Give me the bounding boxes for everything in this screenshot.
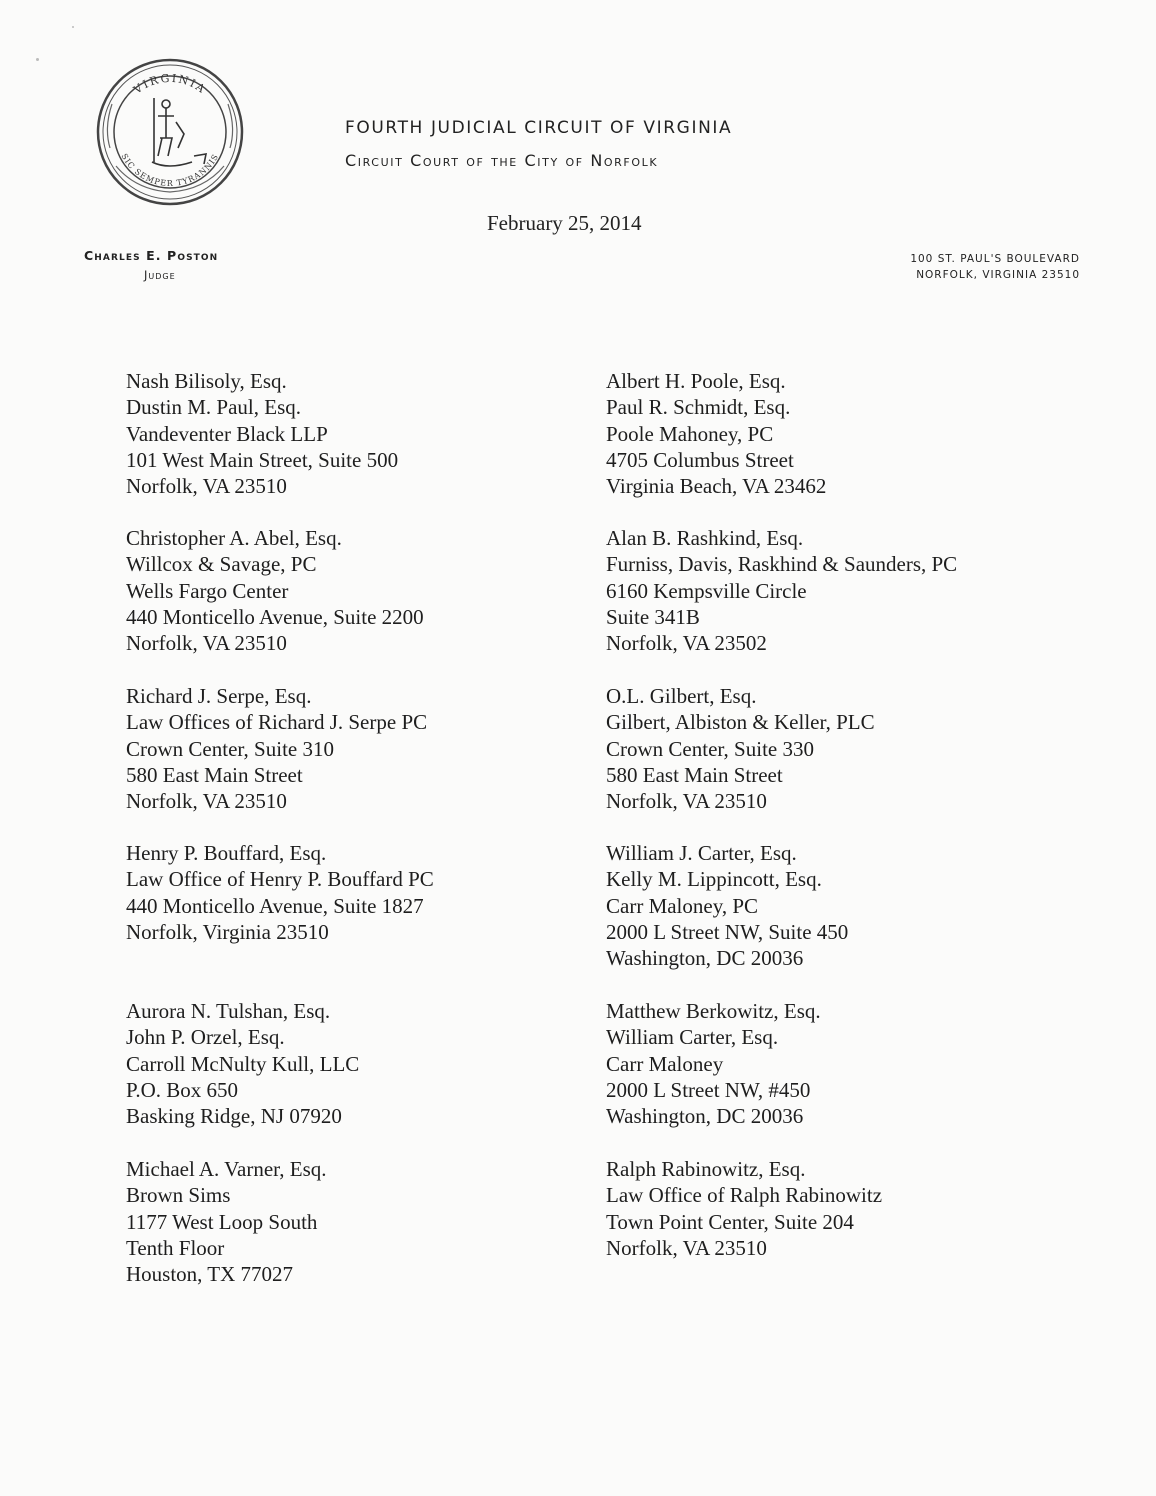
recipient-address-line: Michael A. Varner, Esq. xyxy=(126,1157,327,1181)
recipient-address-line: 6160 Kempsville Circle xyxy=(606,578,807,603)
recipient-address-line: Washington, DC 20036 xyxy=(606,946,804,971)
recipient-address-line: Norfolk, Virginia 23510 xyxy=(126,919,329,944)
court-title: FOURTH JUDICIAL CIRCUIT OF VIRGINIA xyxy=(345,118,733,138)
recipient-address-line: Aurora N. Tulshan, Esq. xyxy=(126,999,331,1023)
recipient-address-block xyxy=(606,840,848,971)
recipient-address-line: Henry P. Bouffard, Esq. xyxy=(126,841,327,865)
recipient-address-line: Gilbert, Albiston & Keller, PLC xyxy=(606,710,875,735)
recipient-address-line: Basking Ridge, NJ 07920 xyxy=(126,1104,342,1129)
recipient-address-line: Virginia Beach, VA 23462 xyxy=(606,474,827,499)
recipient-address-block xyxy=(126,368,398,499)
recipient-address-line: P.O. Box 650 xyxy=(126,1077,239,1102)
recipient-address-block xyxy=(606,1156,882,1261)
recipient-address-line: Wells Fargo Center xyxy=(126,578,289,603)
court-subtitle: Circuit Court of the City of Norfolk xyxy=(345,151,659,170)
recipient-address-line: 2000 L Street NW, Suite 450 xyxy=(606,919,849,944)
recipient-address-block xyxy=(606,525,957,656)
recipient-address-line: 440 Monticello Avenue, Suite 2200 xyxy=(126,604,424,629)
recipient-address-line: Town Point Center, Suite 204 xyxy=(606,1209,854,1234)
recipient-address-block xyxy=(606,998,821,1129)
recipient-address-line: O.L. Gilbert, Esq. xyxy=(606,684,757,708)
court-address-line: 100 ST. PAUL'S BOULEVARD xyxy=(910,253,1080,265)
recipient-address-line: Law Offices of Richard J. Serpe PC xyxy=(126,710,428,735)
recipient-address-line: Law Office of Ralph Rabinowitz xyxy=(606,1183,883,1208)
recipient-address-line: William J. Carter, Esq. xyxy=(606,841,797,865)
recipient-address-line: John P. Orzel, Esq. xyxy=(126,1025,285,1050)
recipient-address-block xyxy=(126,525,424,656)
recipient-address-line: Kelly M. Lippincott, Esq. xyxy=(606,867,822,892)
recipient-address-line: 580 East Main Street xyxy=(126,762,303,787)
recipient-address-block xyxy=(126,683,427,814)
letter-date: February 25, 2014 xyxy=(487,211,642,235)
recipient-address-line: Vandeventer Black LLP xyxy=(126,421,328,446)
recipient-address-line: 2000 L Street NW, #450 xyxy=(606,1077,811,1102)
recipient-address-line: Crown Center, Suite 310 xyxy=(126,736,334,761)
recipient-address-line: Dustin M. Paul, Esq. xyxy=(126,395,302,420)
recipient-address-line: 440 Monticello Avenue, Suite 1827 xyxy=(126,893,424,918)
recipient-address-block xyxy=(126,998,359,1129)
recipient-address-line: 101 West Main Street, Suite 500 xyxy=(126,447,399,472)
recipient-address-line: Poole Mahoney, PC xyxy=(606,421,774,446)
judge-title: Judge xyxy=(144,268,176,282)
recipient-address-line: Christopher A. Abel, Esq. xyxy=(126,526,342,550)
recipient-address-line: Norfolk, VA 23510 xyxy=(126,631,287,656)
recipient-address-line: Alan B. Rashkind, Esq. xyxy=(606,526,804,550)
recipient-address-line: Carroll McNulty Kull, LLC xyxy=(126,1051,360,1076)
recipient-address-line: Albert H. Poole, Esq. xyxy=(606,369,786,393)
recipient-address-line: Richard J. Serpe, Esq. xyxy=(126,684,312,708)
recipient-address-line: Law Office of Henry P. Bouffard PC xyxy=(126,867,434,892)
recipient-address-line: Norfolk, VA 23510 xyxy=(126,474,287,499)
svg-text:SIC SEMPER TYRANNIS: SIC SEMPER TYRANNIS xyxy=(119,152,221,189)
svg-text:VIRGINIA: VIRGINIA xyxy=(131,71,209,97)
recipient-address-line: Paul R. Schmidt, Esq. xyxy=(606,395,791,420)
recipient-address-line: Norfolk, VA 23510 xyxy=(606,1235,767,1260)
recipient-address-line: Carr Maloney, PC xyxy=(606,893,759,918)
court-address xyxy=(910,251,1080,283)
recipient-address-block xyxy=(126,840,434,945)
court-address-line: NORFOLK, VIRGINIA 23510 xyxy=(916,269,1080,281)
scan-speck xyxy=(36,58,39,61)
recipient-address-line: Matthew Berkowitz, Esq. xyxy=(606,999,821,1023)
recipient-address-line: Brown Sims xyxy=(126,1183,231,1208)
recipient-address-block xyxy=(126,1156,327,1287)
recipient-address-line: Norfolk, VA 23502 xyxy=(606,631,767,656)
recipient-address-line: Tenth Floor xyxy=(126,1235,225,1260)
recipient-address-line: Suite 341B xyxy=(606,604,700,629)
recipient-address-line: 4705 Columbus Street xyxy=(606,447,794,472)
recipient-address-block xyxy=(606,368,826,499)
recipient-address-line: Willcox & Savage, PC xyxy=(126,552,317,577)
recipient-address-line: Houston, TX 77027 xyxy=(126,1262,294,1287)
recipient-address-line: Furniss, Davis, Raskhind & Saunders, PC xyxy=(606,552,958,577)
recipient-address-line: Crown Center, Suite 330 xyxy=(606,736,814,761)
recipient-address-line: Norfolk, VA 23510 xyxy=(606,789,767,814)
judge-name: Charles E. Poston xyxy=(84,248,219,263)
recipient-address-block xyxy=(606,683,875,814)
scan-speck xyxy=(72,26,74,28)
recipient-address-line: 1177 West Loop South xyxy=(126,1209,318,1234)
virginia-seal-icon xyxy=(96,58,244,206)
recipient-address-line: William Carter, Esq. xyxy=(606,1025,779,1050)
recipient-address-line: Norfolk, VA 23510 xyxy=(126,789,287,814)
recipient-address-line: Nash Bilisoly, Esq. xyxy=(126,369,287,393)
recipient-address-line: Ralph Rabinowitz, Esq. xyxy=(606,1157,806,1181)
recipient-address-line: Washington, DC 20036 xyxy=(606,1104,804,1129)
recipient-address-line: 580 East Main Street xyxy=(606,762,783,787)
recipient-address-line: Carr Maloney xyxy=(606,1051,724,1076)
